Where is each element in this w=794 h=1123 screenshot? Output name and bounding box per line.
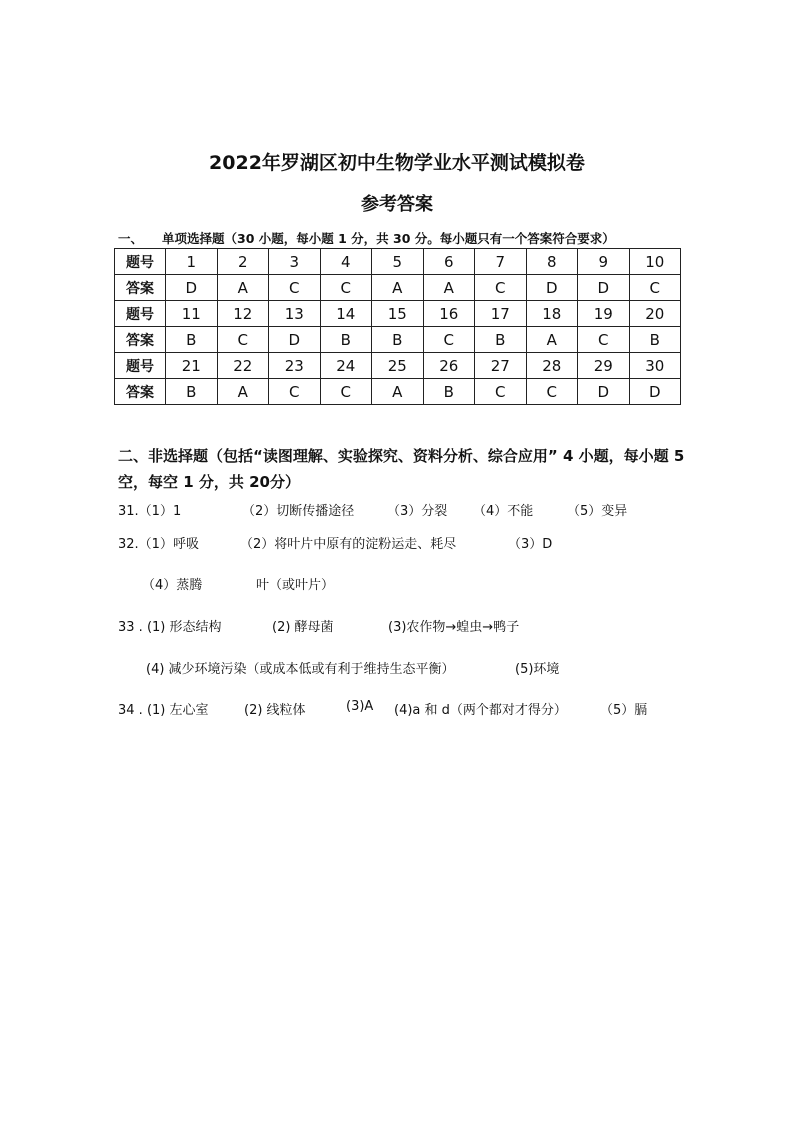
question-number: 17 (475, 301, 527, 327)
answer-31-part-3: （3）分裂 (387, 504, 448, 519)
question-number: 22 (217, 353, 269, 379)
table-row-answers-2 (115, 327, 681, 353)
answer-33-part-3: (3)农作物→蝗虫→鸭子 (388, 620, 520, 635)
answer-label: 答案 (115, 379, 166, 405)
answer-value: A (423, 275, 475, 301)
question-number: 16 (423, 301, 475, 327)
question-number: 14 (320, 301, 372, 327)
answer-value: A (372, 275, 424, 301)
question-number: 21 (166, 353, 218, 379)
answer-value: C (423, 327, 475, 353)
answer-value: C (269, 379, 321, 405)
answer-value: D (166, 275, 218, 301)
question-number: 26 (423, 353, 475, 379)
question-number: 18 (526, 301, 578, 327)
answer-33-part-2: (2) 酵母菌 (272, 620, 334, 635)
question-number: 30 (629, 353, 681, 379)
answer-31-part-1: 31.（1）1 (118, 504, 182, 519)
table-row-answers-1 (115, 275, 681, 301)
answer-33-part-5: (5)环境 (515, 662, 560, 677)
question-number: 12 (217, 301, 269, 327)
answer-label: 答案 (115, 275, 166, 301)
question-number: 15 (372, 301, 424, 327)
question-label: 题号 (115, 249, 166, 275)
answer-value: D (578, 379, 630, 405)
answer-value: C (269, 275, 321, 301)
question-number: 20 (629, 301, 681, 327)
question-number: 11 (166, 301, 218, 327)
question-number: 4 (320, 249, 372, 275)
table-row-questions-3 (115, 353, 681, 379)
answer-value: C (629, 275, 681, 301)
question-number: 29 (578, 353, 630, 379)
answer-value: D (578, 275, 630, 301)
question-number: 6 (423, 249, 475, 275)
answer-34-part-4: (4)a 和 d（两个都对才得分） (394, 703, 567, 718)
answer-value: D (526, 275, 578, 301)
answer-value: B (166, 379, 218, 405)
answer-value: C (475, 379, 527, 405)
answer-value: B (629, 327, 681, 353)
answer-32-part-2: （2）将叶片中原有的淀粉运走、耗尽 (240, 537, 457, 552)
table-row-answers-3 (115, 379, 681, 405)
answer-value: A (217, 379, 269, 405)
question-number: 13 (269, 301, 321, 327)
answer-value: C (217, 327, 269, 353)
answer-value: A (372, 379, 424, 405)
answer-label: 答案 (115, 327, 166, 353)
answer-value: C (320, 379, 372, 405)
question-number: 28 (526, 353, 578, 379)
question-label: 题号 (115, 301, 166, 327)
answer-value: D (269, 327, 321, 353)
page-subtitle: 参考答案 (361, 194, 433, 215)
multiple-choice-answer-table (114, 248, 681, 405)
question-number: 5 (372, 249, 424, 275)
question-number: 3 (269, 249, 321, 275)
answer-value: C (320, 275, 372, 301)
question-number: 2 (217, 249, 269, 275)
answer-value: B (475, 327, 527, 353)
question-number: 24 (320, 353, 372, 379)
question-number: 19 (578, 301, 630, 327)
question-number: 9 (578, 249, 630, 275)
answer-32-part-1: 32.（1）呼吸 (118, 537, 199, 552)
question-number: 10 (629, 249, 681, 275)
answer-33-part-4: (4) 减少环境污染（或成本低或有利于维持生态平衡） (146, 662, 455, 677)
question-number: 1 (166, 249, 218, 275)
answer-34-part-1: 34 . (1) 左心室 (118, 703, 209, 718)
answer-32-part-3: （3）D (508, 537, 553, 552)
answer-value: B (166, 327, 218, 353)
question-number: 25 (372, 353, 424, 379)
answer-value: B (372, 327, 424, 353)
answer-34-part-2: (2) 线粒体 (244, 703, 306, 718)
section-1-heading (118, 229, 615, 247)
answer-31-part-5: （5）变异 (567, 504, 628, 519)
question-number: 8 (526, 249, 578, 275)
answer-33-part-1: 33 . (1) 形态结构 (118, 620, 222, 635)
question-number: 27 (475, 353, 527, 379)
answer-value: C (578, 327, 630, 353)
table-row-questions-2 (115, 301, 681, 327)
answer-34-part-3: (3)A (346, 699, 374, 714)
answer-32-part-4: （4）蒸腾 (142, 578, 203, 593)
table-row-questions-1 (115, 249, 681, 275)
answer-value: C (475, 275, 527, 301)
page-title: 2022年罗湖区初中生物学业水平测试模拟卷 (209, 152, 585, 174)
answer-31-part-2: （2）切断传播途径 (242, 504, 355, 519)
question-label: 题号 (115, 353, 166, 379)
answer-31-part-4: （4）不能 (473, 504, 534, 519)
answer-value: B (320, 327, 372, 353)
answer-value: D (629, 379, 681, 405)
answer-value: B (423, 379, 475, 405)
section-1-text: 单项选择题（30 小题，每小题 1 分，共 30 分。每小题只有一个答案符合要求） (162, 231, 615, 246)
section-1-number: 一、 (118, 231, 144, 246)
answer-32-part-5: 叶（或叶片） (256, 578, 335, 593)
question-number: 7 (475, 249, 527, 275)
answer-value: A (217, 275, 269, 301)
answer-value: A (526, 327, 578, 353)
answer-34-part-5: （5）膈 (600, 703, 648, 718)
answer-value: C (526, 379, 578, 405)
section-2-heading: 二、非选择题（包括“读图理解、实验探究、资料分析、综合应用” 4 小题，每小题 5 空，每空 1 分，共 20分） (118, 447, 685, 491)
question-number: 23 (269, 353, 321, 379)
